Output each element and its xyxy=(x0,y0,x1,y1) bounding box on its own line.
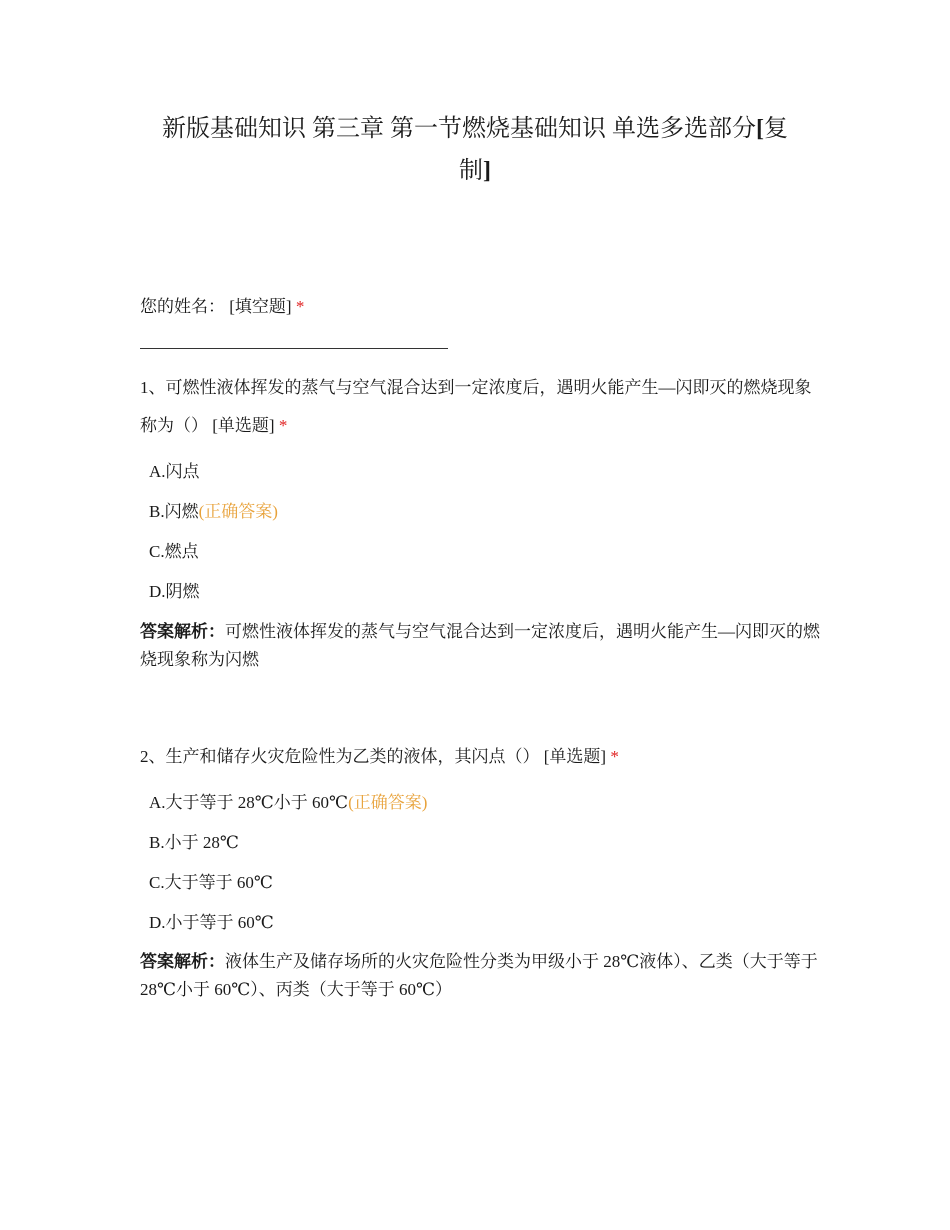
question-2-analysis xyxy=(140,948,820,1004)
name-label-text: 您的姓名： xyxy=(140,297,225,316)
option-text: B.闪燃 xyxy=(149,502,199,521)
question-2-option-b[interactable] xyxy=(149,831,239,855)
name-type-tag: [填空题] xyxy=(229,297,292,316)
analysis-body: 液体生产及储存场所的火灾危险性分类为甲级小于 28℃液体）、乙类（大于等于 28℃小于 60℃）、丙类（大于等于 60℃） xyxy=(140,952,818,999)
question-2-option-c[interactable] xyxy=(149,871,273,895)
title-main: 新版基础知识 第三章 第一节燃烧基础知识 单选多选部分 xyxy=(162,116,756,142)
option-text: D.小于等于 60℃ xyxy=(149,913,274,932)
question-2-option-d[interactable] xyxy=(149,911,274,935)
question-1-type: [单选题] xyxy=(212,416,275,435)
analysis-heading: 答案解析： xyxy=(140,622,225,641)
correct-tag: (正确答案) xyxy=(198,502,278,521)
question-1-required: * xyxy=(278,416,288,435)
required-marker: * xyxy=(295,297,305,316)
question-1-option-c[interactable] xyxy=(149,540,199,564)
option-text: A.闪点 xyxy=(149,462,200,481)
option-text: B.小于 28℃ xyxy=(149,833,239,852)
question-1-option-d[interactable] xyxy=(149,580,200,604)
question-1-option-a[interactable] xyxy=(149,460,200,484)
option-text: C.燃点 xyxy=(149,542,199,561)
name-field-label xyxy=(140,288,820,326)
question-1-analysis xyxy=(140,618,820,674)
option-text: C.大于等于 60℃ xyxy=(149,873,273,892)
question-2-option-a[interactable] xyxy=(149,791,427,815)
analysis-body: 可燃性液体挥发的蒸气与空气混合达到一定浓度后，遇明火能产生—闪即灭的燃烧现象称为闪燃 xyxy=(140,622,820,669)
analysis-heading: 答案解析： xyxy=(140,952,225,971)
question-2-text: 2、生产和储存火灾危险性为乙类的液体，其闪点（） xyxy=(140,747,540,766)
question-2-stem xyxy=(140,738,820,776)
question-1-stem xyxy=(140,369,820,445)
option-text: A.大于等于 28℃小于 60℃ xyxy=(149,793,349,812)
question-1-option-b[interactable] xyxy=(149,500,278,524)
title-bracket-open: [ xyxy=(756,116,764,142)
option-text: D.阴燃 xyxy=(149,582,200,601)
title-suffix-word: 复制 xyxy=(459,116,788,184)
question-1-text: 1、可燃性液体挥发的蒸气与空气混合达到一定浓度后，遇明火能产生—闪即灭的燃烧现象称为（） xyxy=(140,378,812,435)
title-bracket-close: ] xyxy=(483,158,491,184)
name-input-line[interactable] xyxy=(140,348,448,349)
question-2-required: * xyxy=(610,747,619,766)
question-2-type: [单选题] xyxy=(543,747,607,766)
correct-tag: (正确答案) xyxy=(348,793,428,812)
page-title xyxy=(150,108,800,192)
